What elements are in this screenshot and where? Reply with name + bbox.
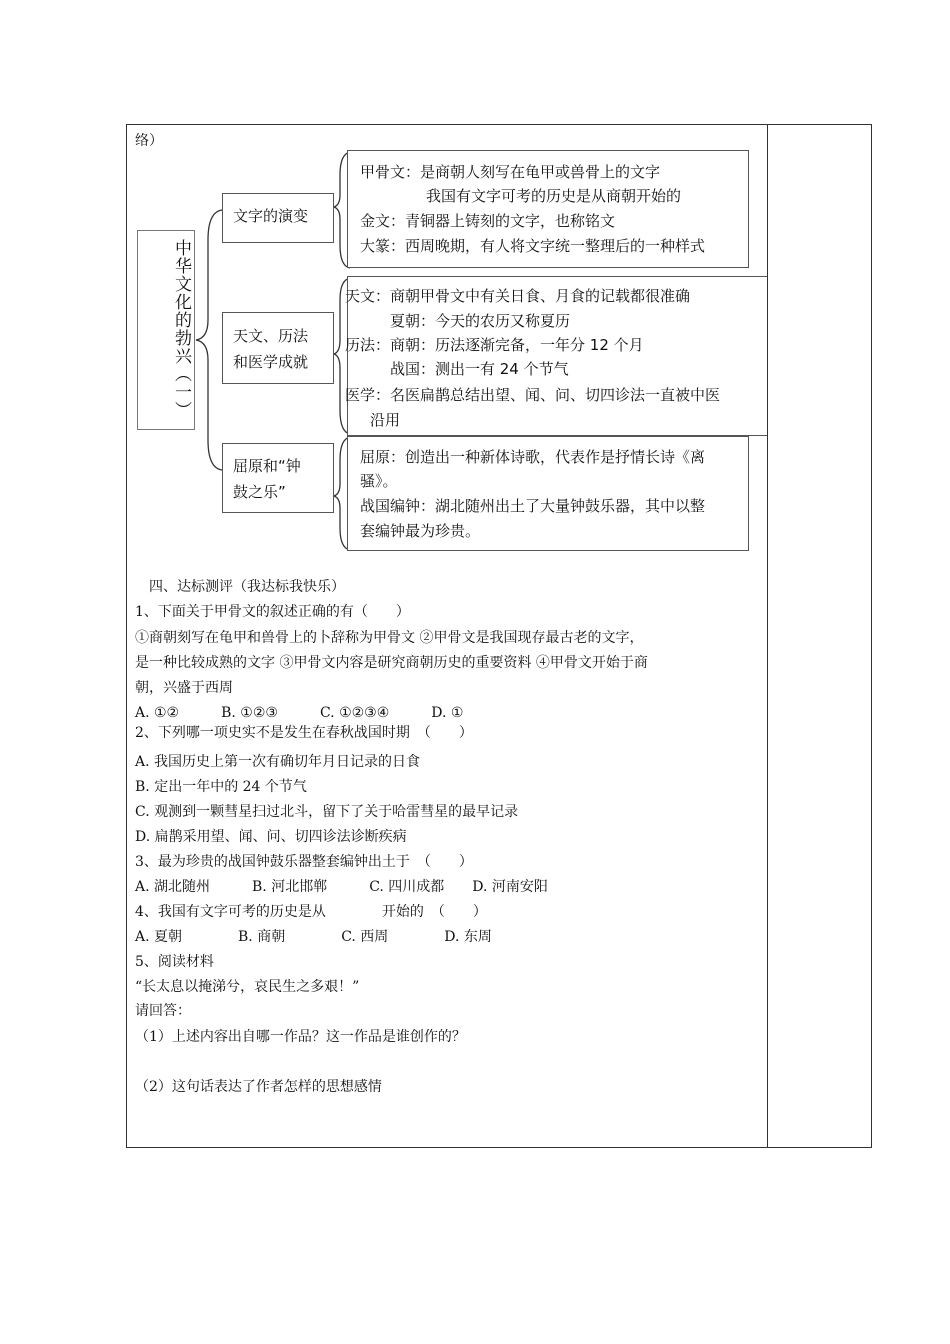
main-brace: [196, 210, 222, 470]
question-4-stem: 4、我国有文字可考的历史是从 开始的 （ ）: [135, 904, 487, 920]
question-5-prompt: 请回答：: [135, 1003, 191, 1019]
branch1-label: 文字的演变: [233, 207, 309, 225]
branch3-detail-box: [347, 436, 749, 551]
branch3-label-line2: 鼓之乐”: [233, 483, 286, 501]
branch2-line-4: 战国：测出一有 24 个节气: [390, 360, 569, 378]
branch2-label-line2: 和医学成就: [233, 353, 309, 371]
branch1-line-2: 我国有文字可考的历史是从商朝开始的: [426, 187, 682, 205]
question-2-option-d: D. 扁鹊采用望、闻、问、切四诊法诊断疾病: [135, 829, 407, 845]
question-2-stem: 2、下列哪一项史实不是发生在春秋战国时期 （ ）: [135, 725, 473, 741]
branch2-line-6: 沿用: [370, 411, 401, 429]
branch3-label-box: [222, 443, 334, 513]
question-3-stem: 3、最为珍贵的战国钟鼓乐器整套编钟出土于 （ ）: [135, 854, 473, 870]
question-1-text-line2: 是一种比较成熟的文字 ③甲骨文内容是研究商朝历史的重要资料 ④甲骨文开始于商: [135, 655, 648, 671]
question-5-quote: “长太息以掩涕兮，哀民生之多艰！”: [135, 979, 360, 995]
branch3-line-2: 骚》。: [360, 472, 398, 490]
question-5-stem: 5、阅读材料: [135, 954, 214, 970]
mindmap-title: 中华文化的勃兴（一）: [171, 239, 191, 419]
question-2-option-a: A. 我国历史上第一次有确切年月日记录的日食: [135, 754, 421, 770]
branch2-line-1: 天文：商朝甲骨文中有关日食、月食的记载都很准确: [345, 287, 691, 305]
branch3-line-3: 战国编钟：湖北随州出土了大量钟鼓乐器，其中以整: [360, 497, 706, 515]
branch2-detail-box: [347, 276, 767, 436]
branch2-line-3: 历法：商朝：历法逐渐完备，一年分 12 个月: [345, 336, 644, 354]
branch3-label-line1: 屈原和“钟: [233, 457, 301, 475]
question-3-options: A. 湖北随州 B. 河北邯郸 C. 四川成都 D. 河南安阳: [135, 879, 548, 895]
top-fragment: 络）: [135, 133, 163, 149]
question-2-option-b: B. 定出一年中的 24 个节气: [135, 779, 307, 795]
question-1-text-line1: ①商朝刻写在龟甲和兽骨上的卜辞称为甲骨文 ②甲骨文是我国现存最古老的文字，: [135, 630, 644, 646]
branch1-detail-box: [347, 150, 749, 268]
branch2-line-5: 医学：名医扁鹊总结出望、闻、问、切四诊法一直被中医: [345, 386, 721, 404]
branch1-line-3: 金文：青铜器上铸刻的文字，也称铭文: [360, 212, 616, 230]
branch2-label-box: [222, 312, 334, 384]
branch2-label-line1: 天文、历法: [233, 327, 309, 345]
question-1-options: A. ①② B. ①②③ C. ①②③④ D. ①: [135, 705, 464, 721]
question-1-stem: 1、下面关于甲骨文的叙述正确的有（ ）: [135, 604, 410, 620]
branch2-line-2: 夏朝：今天的农历又称夏历: [390, 312, 571, 330]
branch1-line-1: 甲骨文：是商朝人刻写在龟甲或兽骨上的文字: [360, 163, 661, 181]
branch1-label-box: [222, 193, 334, 243]
question-5-sub-2: （2）这句话表达了作者怎样的思想感情: [135, 1079, 382, 1095]
branch3-line-4: 套编钟最为珍贵。: [360, 522, 481, 540]
section-title: 四、达标测评（我达标我快乐）: [149, 579, 345, 595]
question-1-text-line3: 朝，兴盛于西周: [135, 680, 233, 696]
branch3-line-1: 屈原：创造出一种新体诗歌，代表作是抒情长诗《离: [360, 448, 706, 466]
branch1-line-4: 大篆：西周晚期，有人将文字统一整理后的一种样式: [360, 237, 706, 255]
question-2-option-c: C. 观测到一颗彗星扫过北斗，留下了关于哈雷彗星的最早记录: [135, 804, 519, 820]
question-4-options: A. 夏朝 B. 商朝 C. 西周 D. 东周: [135, 929, 492, 945]
question-5-sub-1: （1）上述内容出自哪一作品？这一作品是谁创作的？: [135, 1029, 466, 1045]
